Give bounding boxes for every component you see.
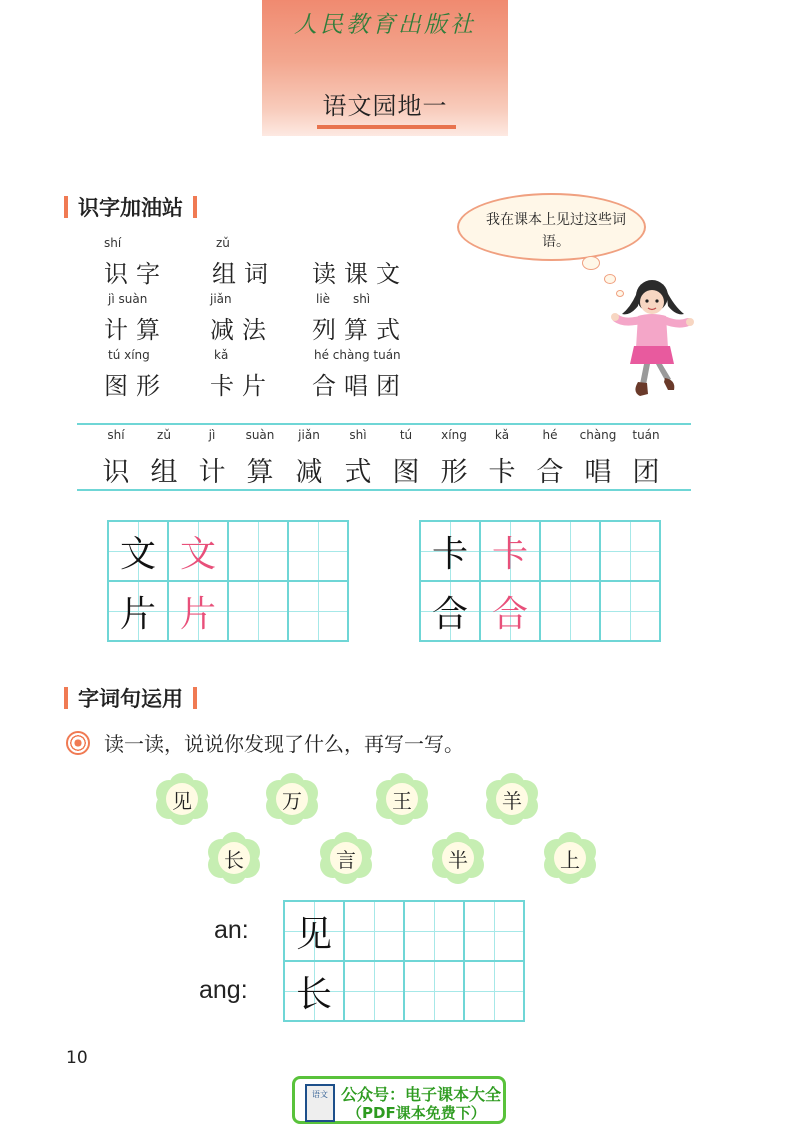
flower-badge (432, 832, 484, 884)
pinyin: suàn (245, 428, 275, 442)
hanzi: 卡 (488, 457, 516, 488)
flower-character: 见 (166, 783, 198, 815)
book-icon-text: 语文 (312, 1090, 328, 1099)
hanzi: 形 (440, 457, 468, 488)
flower-badge (544, 832, 596, 884)
hanzi: 式 (344, 457, 372, 488)
word-row (100, 348, 420, 404)
section-heading-usage (64, 683, 197, 713)
writing-grid (419, 520, 661, 642)
header-banner (262, 0, 508, 136)
strip-char (430, 428, 478, 489)
pinyin: tuán (632, 428, 660, 442)
pinyin: tú xíng (108, 348, 150, 362)
heading-bar-left (64, 687, 68, 709)
flower-badge (376, 773, 428, 825)
grid-cell-empty[interactable] (464, 901, 524, 961)
pinyin: kǎ (214, 348, 229, 362)
strip-line-top (77, 423, 691, 425)
pinyin (312, 236, 408, 254)
grid-cell-trace: 片 (168, 581, 228, 641)
hanzi: 唱 (584, 457, 612, 488)
grid-cell-model: 文 (108, 521, 168, 581)
word-item (104, 348, 168, 401)
hanzi: 图形 (104, 372, 168, 400)
grid-cell-empty[interactable] (228, 581, 288, 641)
hanzi: 算 (246, 457, 274, 488)
hanzi: 识字 (104, 260, 168, 288)
strip-char (236, 428, 284, 489)
hanzi: 计算 (104, 316, 168, 344)
grid-cell-empty[interactable] (540, 521, 600, 581)
pinyin: xíng (441, 428, 467, 442)
strip-char (285, 428, 333, 489)
word-row (100, 236, 420, 292)
strip-char (140, 428, 188, 489)
flower-character: 言 (330, 842, 362, 874)
flower-badge (266, 773, 318, 825)
flower-character: 王 (386, 783, 418, 815)
grid-cell-model: 见 (284, 901, 344, 961)
word-item (210, 348, 274, 401)
pinyin: jiǎn (210, 292, 232, 306)
heading-bar-right (193, 196, 197, 218)
book-icon (305, 1084, 335, 1122)
heading-bar-left (64, 196, 68, 218)
heading-bar-right (193, 687, 197, 709)
grid-cell-model: 片 (108, 581, 168, 641)
flower-character: 长 (218, 842, 250, 874)
grid-cell-empty[interactable] (344, 901, 404, 961)
pinyin: hé (542, 428, 558, 442)
promo-badge[interactable] (292, 1076, 506, 1124)
strip-char (334, 428, 382, 489)
grid-cell-empty[interactable] (344, 961, 404, 1021)
flower-badge (320, 832, 372, 884)
strip-char (382, 428, 430, 489)
pinyin-label-an: an: (214, 916, 249, 944)
grid-cell-empty[interactable] (404, 901, 464, 961)
publisher-brand: 人民教育出版社 (294, 12, 476, 38)
hanzi: 识 (102, 457, 130, 488)
strip-line-bottom (77, 489, 691, 491)
flower-badge (156, 773, 208, 825)
strip-char (188, 428, 236, 489)
strip-char (574, 428, 622, 489)
pinyin-label-ang: ang: (199, 976, 248, 1004)
hanzi: 列算式 (312, 316, 408, 344)
instruction-text: 读一读，说说你发现了什么，再写一写。 (104, 732, 464, 756)
pinyin: shí (107, 428, 125, 442)
strip-char (92, 428, 140, 489)
writing-grid (107, 520, 349, 642)
hanzi: 团 (632, 457, 660, 488)
section-title: 识字加油站 (78, 196, 183, 220)
flower-badge (486, 773, 538, 825)
flower-character: 万 (276, 783, 308, 815)
strip-char (478, 428, 526, 489)
grid-cell-empty[interactable] (404, 961, 464, 1021)
grid-cell-empty[interactable] (464, 961, 524, 1021)
flower-character: 上 (554, 842, 586, 874)
word-item (212, 236, 276, 289)
strip-char (526, 428, 574, 489)
grid-cell-trace: 文 (168, 521, 228, 581)
pinyin: jì suàn (108, 292, 148, 306)
grid-cell-model: 长 (284, 961, 344, 1021)
word-item (210, 292, 274, 345)
pinyin: kǎ (494, 428, 510, 442)
grid-cell-trace: 合 (480, 581, 540, 641)
flower-character: 羊 (496, 783, 528, 815)
grid-cell-empty[interactable] (540, 581, 600, 641)
pinyin: jì (208, 428, 216, 442)
thought-bubble (457, 193, 646, 261)
section-heading-literacy (64, 192, 197, 222)
hanzi: 合唱团 (312, 372, 408, 400)
instruction (66, 728, 464, 757)
hanzi: 组词 (212, 260, 276, 288)
hanzi: 图 (392, 457, 420, 488)
page-number: 10 (66, 1048, 88, 1068)
word-item (314, 348, 408, 401)
grid-cell-empty[interactable] (288, 521, 348, 581)
hanzi: 计 (198, 457, 226, 488)
title-underline (317, 125, 456, 129)
thought-dot (582, 256, 600, 270)
grid-cell-empty[interactable] (228, 521, 288, 581)
character-strip (100, 428, 670, 488)
grid-cell-trace: 卡 (480, 521, 540, 581)
pinyin: zǔ (216, 236, 230, 250)
hanzi: 减 (295, 457, 323, 488)
word-item (312, 292, 408, 345)
section-title: 字词句运用 (78, 687, 183, 711)
bubble-text: 我在课本上见过这些词语。 (486, 212, 626, 250)
word-item (104, 292, 168, 345)
word-row (100, 292, 420, 348)
grid-cell-empty[interactable] (600, 521, 660, 581)
strip-char (622, 428, 670, 489)
pinyin: liè shì (316, 292, 371, 306)
hanzi: 读课文 (312, 260, 408, 288)
grid-cell-model: 卡 (420, 521, 480, 581)
read-aloud-icon (66, 731, 90, 755)
grid-cell-empty[interactable] (600, 581, 660, 641)
pinyin: hé chàng tuán (314, 348, 401, 362)
hanzi: 减法 (210, 316, 274, 344)
hanzi: 组 (150, 457, 178, 488)
flower-character: 半 (442, 842, 474, 874)
pinyin: tú (399, 428, 413, 442)
hanzi: 合 (536, 457, 564, 488)
page-title: 语文园地一 (322, 92, 448, 120)
practice-grid (283, 900, 525, 1022)
word-item (312, 236, 408, 289)
promo-line-1: 公众号：电子课本大全 (341, 1085, 502, 1104)
pinyin: chàng (579, 428, 617, 442)
grid-cell-model: 合 (420, 581, 480, 641)
pinyin: jiǎn (298, 428, 320, 442)
pinyin: shí (104, 236, 122, 250)
girl-illustration (610, 272, 695, 407)
promo-line-2: （PDF课本免费下） (347, 1104, 486, 1122)
pinyin: zǔ (157, 428, 171, 442)
hanzi: 卡片 (210, 372, 274, 400)
word-item (104, 236, 168, 289)
pinyin: shì (349, 428, 367, 442)
flower-badge (208, 832, 260, 884)
grid-cell-empty[interactable] (288, 581, 348, 641)
